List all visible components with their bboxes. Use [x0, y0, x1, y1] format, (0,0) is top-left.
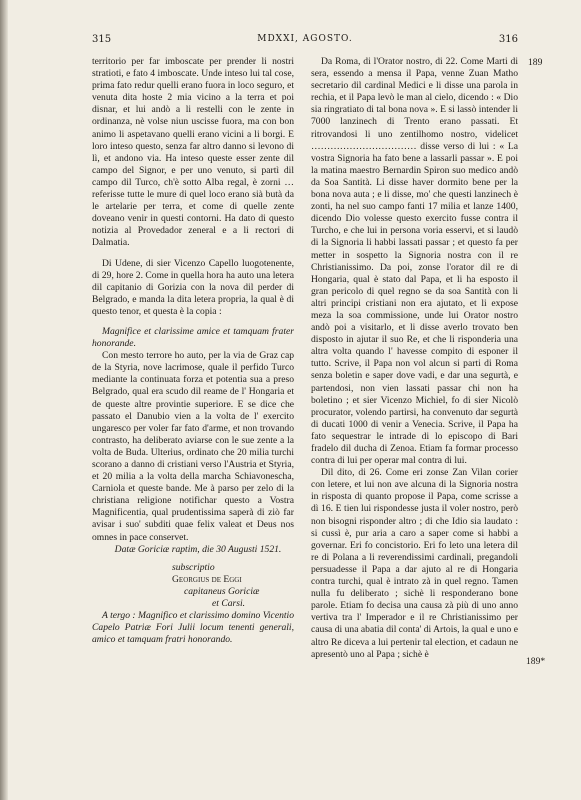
signature-subscriptio: subscriptio	[172, 561, 215, 573]
letter-salutation: Magnifice et clarissime amice et tamquam frater honorande.	[92, 325, 294, 350]
page-number-right: 316	[498, 34, 518, 45]
letter-body: Con mesto terrore ho auto, per la via de Graz cap de la Styria, nove lacrimose, quale il perfido Turco mediante la continuata forza et potentia sua a preso Belgrado, qual era scudo dil reame de l' Hongaria et de queste altre provintie superiore. E se dice che passato el Danubio vien a la volta de l' exercito ungaresco per voler far fato d'arme, et non trovando contrasto, ha deliberato aviarse con le sue zente a la volta de Buda. Ulterius, ordinato che 20 milia turchi scorano a danno di cristiani verso l'Austria et Styria, et 20 milia a la volta della marcha Schiavonescha, Carniola et queste bande. Me à parso per zelo di la christiana religione notifichar questo a Vostra Magnificentia, qual prudentissima saperà di ziò far avisar i suo' subditi quae felix valeat et Deus nos omnes in pace conservet.	[92, 350, 294, 543]
running-title: MDXXI, AGOSTO.	[257, 34, 353, 44]
letter-signature	[92, 562, 294, 610]
margin-note-189-star: 189*	[526, 656, 546, 667]
margin-note-189: 189	[528, 57, 543, 68]
book-spine-shadow	[0, 0, 8, 800]
left-paragraph-udene: Di Udene, di sier Vicenzo Capello luogotenente, di 29, hore 2. Come in quella hora ha auto una letera dil capitanio di Gorizia con la nova dil perder di Belgrado, e manda la dita letera propria, la qual è di questo tenor, et questa è la copia :	[92, 257, 294, 317]
running-head	[92, 34, 518, 50]
right-column	[311, 56, 518, 661]
signature-name: Georgius de Eggi	[172, 573, 242, 585]
page-number-left: 315	[92, 34, 112, 45]
right-paragraph-roma: Da Roma, di l'Orator nostro, di 22. Come Marti di sera, essendo a mensa il Papa, venne Zuan Matho secretario dil cardinal Medici e li disse una parola in rechia, et il Papa levò le man al cielo, dicendo : « Dio sia ringratiato di tal bona nova ». E si lassò intender li 7000 lanzinech di Trento erano passati. Et ritrovandosi li uno zentilhomo nostro, videlicet …………………………… disse verso di lui : « La vostra Signoria ha fato bene a lassarli passar ». E poi la matina maestro Bernardin Spiron suo medico andò da Soa Santità. Li disse haver dormito bene per la bona nova auta ; e li disse, mo' che questi lanzinech è zonti, ha nel suo campo fanti 17 milia et lanze 1400, dicendo Dio volesse questo exercito fusse contra il Turcho, e che lui in persona voria esservi, et si laudò di la Signoria li habbi lassati passar ; et questo fa per metter in sospetto la Signoria nostra con il re Christianissimo. Da poi, zonse l'orator dil re di Hongaria, qual è stato dal Papa, et li ha esposto il gran pericolo di quel regno se da soa Santità con li altri principi cristiani non era ajutato, et li expose meza la soa commissione, unde lui Orator nostro andò poi a visitarlo, et li disse averlo trovato ben disposto in ajutar il suo Re, et che li risponderia una altra volta quando l' havesse compito di esponer il tutto. Scrive, il Papa non vol alcun si parti di Roma senza boletin e saper dove vadi, e dar una segurtà, e partendosi, non vien lassati passar chi non ha boletino ; et sier Vicenzo Michiel, fo di sier Nicolò procurator, volendo partirsi, ha convenuto dar segurtà di ducati 1000 di venir a Venecia. Scrive, il Papa ha fato sequestrar le intrade di lo episcopo di Bari fradelo dil ducha di Zenoa. Etiam fa formar processo contra di lui per operar mal contra di lui.	[311, 56, 518, 467]
left-column	[92, 56, 294, 646]
right-paragraph-dil-dito: Dil dito, di 26. Come eri zonse Zan Vilan corier con letere, et lui non ave alcuna di la Signoria nostra in risposta di quanto propose il Papa, come scrisse a dì 16. E tien lui rispondesse justa il voler nostro, però non bisogni risponder altro ; di che Idio sia laudato : si cussì è, pur aria a caro a saper come si habbi a governar. Eri fo concistorio. Eri fo leto una letera dil re di Polana a li reverendissimi cardinali, pregandoli persuadesse il Papa a dar ajuto al re di Hongaria contra turchi, qual è intrato zà in quel regno. Tamen nulla fu deliberato ; sichè li responderano bone parole. Etiam fo decisa una causa zà più di uno anno vertiva tra l' Imperador e il re Christianissimo per causa di una abatia dil conta' di Artois, la qual e uno e altro Re diceva a lui pertenir tal election, et cadaun ne apresentò uno al Papa ; sichè è	[311, 467, 518, 660]
letter-date-line: Datæ Goriciæ raptim, die 30 Augusti 1521.	[114, 543, 282, 555]
signature-title-2: et Carsi.	[212, 598, 246, 610]
signature-title-1: capitaneus Goriciæ	[184, 585, 260, 597]
left-paragraph-1: territorio per far imboscate per prender li nostri stratioti, e fato 4 imboscate. Unde inteso lui tal cose, prima fato redur quelli erano fuora in loco seguro, et venuta dita hoste 2 mia vicino a la terra et poi disnar, et lui andò a li restelli con le zente in ordinanza, nè volse niun uscisse fuora, ma con bon animo li aspetavano quelli erano vicini a li borgi. E loro inteso questo, senza far altro danno si levono di lì, et andono via. Ha inteso queste esser zente dil campo del Signor, e per uno venuto, si partì dil campo dil Turco, ch'è sotto Alba regal, è zorni … referisse tutte le mure di quel loco erano sià butà da le artelarie per terra, et come di quelle zente doveano venir in questi contorni. Ha dato di questo notizia al Provedador zeneral e a li rectori di Dalmatia.	[92, 56, 294, 249]
letter-a-tergo: A tergo : Magnifico et clarissimo domino Vicentio Capelo Patriæ Fori Julii locum tenenti generali, amico et tamquam fratri honorando.	[92, 610, 294, 646]
